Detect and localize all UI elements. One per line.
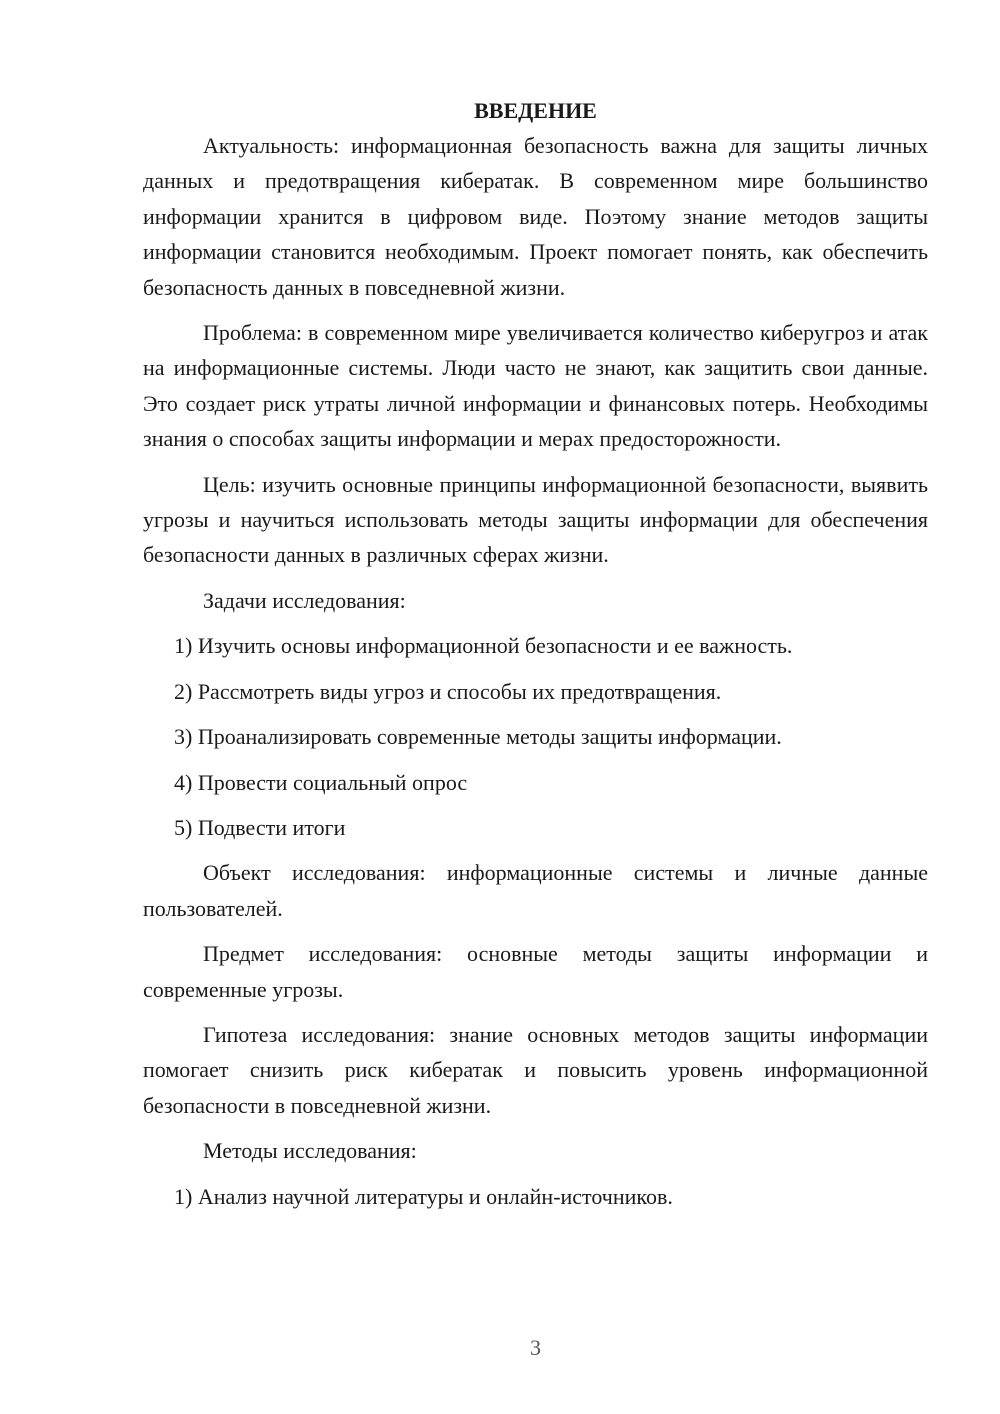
task-item: 2) Рассмотреть виды угроз и способы их предотвращения. [174,678,722,704]
subject-paragraph: Предмет исследования: основные методы защиты информации и современные угрозы. [143,941,928,1002]
page-title: ВВЕДЕНИЕ [474,98,597,123]
document-body [143,96,928,1224]
hypothesis-paragraph: Гипотеза исследования: знание основных методов защиты информации помогает снизить риск кибератак и повысить уровень информационной безопасности в повседневной жизни. [143,1021,928,1118]
tasks-heading: Задачи исследования: [203,587,406,613]
methods-heading: Методы исследования: [203,1138,417,1164]
page-number: 3 [530,1335,541,1360]
task-item: 3) Проанализировать современные методы защиты информации. [174,724,782,750]
task-item: 5) Подвести итоги [174,814,346,840]
task-item: 1) Изучить основы информационной безопасности и ее важность. [174,633,793,659]
object-paragraph: Объект исследования: информационные системы и личные данные пользователей. [143,860,928,921]
method-item: 1) Анализ научной литературы и онлайн-источников. [174,1183,673,1209]
problem-paragraph: Проблема: в современном мире увеличивается количество киберугроз и атак на информационные системы. Люди часто не знают, как защитить свои данные. Это создает риск утраты личной информации и финансовых потерь. Необходимы знания о способах защиты информации и мерах предосторожности. [143,320,928,452]
goal-paragraph: Цель: изучить основные принципы информационной безопасности, выявить угрозы и научиться использовать методы защиты информации для обеспечения безопасности данных в различных сферах жизни. [143,471,928,568]
task-item: 4) Провести социальный опрос [174,769,468,795]
relevance-paragraph: Актуальность: информационная безопасность важна для защиты личных данных и предотвращения кибератак. В современном мире большинство информации хранится в цифровом виде. Поэтому знание методов защиты информации становится необходимым. Проект помогает понять, как обеспечить безопасность данных в повседневной жизни. [143,133,928,300]
